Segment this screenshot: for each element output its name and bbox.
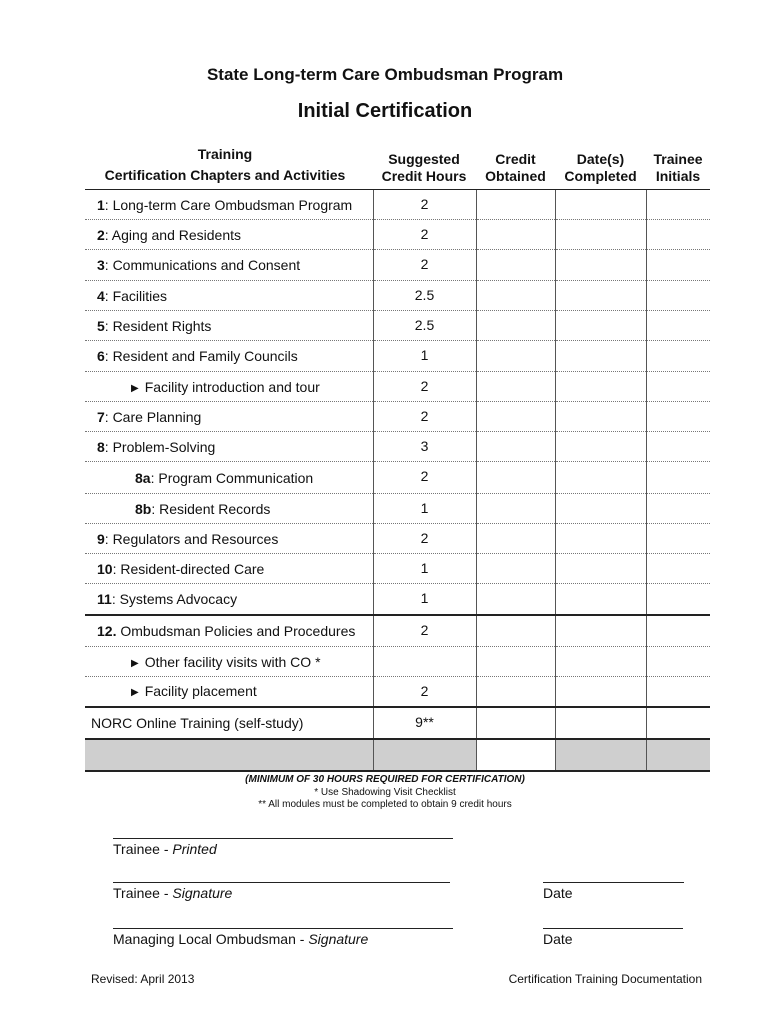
total-suggested-cell: [373, 739, 476, 771]
date-completed-cell[interactable]: [555, 615, 646, 647]
trainee-signature-suffix: Signature: [172, 885, 233, 901]
total-row: [85, 739, 710, 771]
triangle-bullet-icon: ▶: [131, 382, 139, 394]
suggested-hours-cell: 1: [373, 584, 476, 615]
table-row: [85, 220, 710, 250]
credit-obtained-cell[interactable]: [476, 615, 555, 647]
table-row: [85, 494, 710, 524]
manager-signature-suffix: Signature: [308, 931, 369, 947]
date-completed-cell[interactable]: [555, 311, 646, 341]
column-header-suggested-line2: Credit Hours: [381, 168, 467, 184]
column-header-trainee-initials: [646, 151, 710, 185]
chapter-label: : Aging and Residents: [104, 226, 242, 243]
trainee-initials-cell[interactable]: [646, 647, 710, 677]
column-header-initials-line2: Initials: [655, 168, 701, 184]
suggested-hours-cell: 1: [373, 341, 476, 372]
trainee-initials-cell[interactable]: [646, 250, 710, 281]
trainee-initials-cell[interactable]: [646, 554, 710, 584]
activity-name: [85, 647, 373, 677]
trainee-initials-cell[interactable]: [646, 311, 710, 341]
page-title: State Long-term Care Ombudsman Program: [206, 65, 564, 84]
chapter-number: 1: [97, 196, 105, 213]
chapter-name: [85, 584, 373, 615]
chapter-label: : Care Planning: [104, 408, 202, 425]
chapter-label: Ombudsman Policies and Procedures: [116, 622, 356, 639]
suggested-hours-cell: 1: [373, 554, 476, 584]
chapter-label: : Resident and Family Councils: [104, 348, 298, 364]
chapter-label: : Regulators and Resources: [104, 530, 279, 547]
trainee-initials-cell[interactable]: [646, 707, 710, 739]
trainee-initials-cell[interactable]: [646, 584, 710, 615]
suggested-hours-cell: 2: [373, 615, 476, 647]
credit-obtained-cell[interactable]: [476, 584, 555, 615]
credit-obtained-cell[interactable]: [476, 402, 555, 432]
credit-obtained-cell[interactable]: [476, 494, 555, 524]
date-completed-cell[interactable]: [555, 220, 646, 250]
column-header-suggested-hours: [373, 151, 475, 185]
trainee-initials-cell[interactable]: [646, 432, 710, 462]
manager-signature-label: [113, 931, 368, 947]
credit-obtained-cell[interactable]: [476, 341, 555, 372]
chapter-number: 12.: [97, 622, 117, 639]
table-row: [85, 462, 710, 494]
credit-obtained-cell[interactable]: [476, 462, 555, 494]
chapter-name: [85, 462, 373, 494]
chapter-name: [85, 554, 373, 584]
total-dates-cell: [555, 739, 646, 771]
chapter-number: 6: [97, 348, 105, 364]
chapter-label: : Systems Advocacy: [111, 590, 238, 607]
chapter-label: : Communications and Consent: [104, 257, 301, 273]
trainee-initials-cell[interactable]: [646, 677, 710, 707]
table-row: [85, 707, 710, 739]
column-header-dates-line2: Completed: [564, 168, 637, 184]
date-completed-cell[interactable]: [555, 707, 646, 739]
trainee-printed-prefix: Trainee -: [113, 841, 173, 857]
suggested-hours-cell: 2.5: [373, 311, 476, 341]
page-subtitle: Initial Certification: [297, 100, 473, 122]
credit-obtained-cell[interactable]: [476, 311, 555, 341]
credit-obtained-cell[interactable]: [476, 707, 555, 739]
chapter-name: [85, 250, 373, 281]
suggested-hours-cell: 2: [373, 372, 476, 402]
shadowing-footnote: * Use Shadowing Visit Checklist: [314, 787, 456, 798]
table-row: [85, 190, 710, 220]
trainee-initials-cell[interactable]: [646, 524, 710, 554]
trainee-date-label: Date: [543, 885, 573, 901]
suggested-hours-cell: 2: [373, 250, 476, 281]
credit-obtained-cell[interactable]: [476, 281, 555, 311]
column-header-training-line1: Training: [197, 146, 253, 162]
trainee-printed-suffix: Printed: [172, 841, 217, 857]
column-header-training-line2: Certification Chapters and Activities: [104, 167, 346, 183]
manager-signature-line[interactable]: [113, 928, 453, 929]
date-completed-cell[interactable]: [555, 250, 646, 281]
date-completed-cell[interactable]: [555, 554, 646, 584]
activity-name: [85, 372, 373, 402]
table-row: [85, 281, 710, 311]
total-label-cell: [85, 739, 373, 771]
chapter-number: 5: [97, 317, 105, 334]
chapter-name: [85, 311, 373, 341]
table-row: [85, 311, 710, 341]
chapter-name: [85, 615, 373, 647]
column-header-initials-line1: Trainee: [653, 151, 703, 167]
suggested-hours-cell: 3: [373, 432, 476, 462]
trainee-initials-cell[interactable]: [646, 462, 710, 494]
trainee-initials-cell[interactable]: [646, 372, 710, 402]
suggested-hours-cell: 1: [373, 494, 476, 524]
suggested-hours-cell: 2: [373, 190, 476, 220]
column-header-suggested-line1: Suggested: [388, 151, 460, 167]
date-completed-cell[interactable]: [555, 190, 646, 220]
chapter-number: 10: [97, 560, 113, 577]
column-header-training: [80, 146, 370, 184]
table-row: [85, 341, 710, 372]
manager-date-label: Date: [543, 931, 573, 947]
chapter-name: [85, 524, 373, 554]
chapter-name: [85, 281, 373, 311]
suggested-hours-cell: 2: [373, 402, 476, 432]
column-header-dates-completed: [555, 151, 646, 185]
credit-obtained-cell[interactable]: [476, 677, 555, 707]
date-completed-cell[interactable]: [555, 462, 646, 494]
suggested-hours-cell: 2.5: [373, 281, 476, 311]
date-completed-cell[interactable]: [555, 372, 646, 402]
credit-obtained-cell[interactable]: [476, 220, 555, 250]
trainee-initials-cell[interactable]: [646, 190, 710, 220]
chapter-label: : Program Communication: [150, 469, 314, 486]
chapter-name: [85, 190, 373, 220]
column-header-dates-line1: Date(s): [576, 151, 625, 167]
table-row: [85, 524, 710, 554]
activity-label: Other facility visits with CO *: [144, 653, 321, 670]
chapter-label: : Problem-Solving: [104, 438, 216, 455]
triangle-bullet-icon: ▶: [131, 687, 139, 699]
trainee-signature-label: [113, 885, 232, 901]
date-completed-cell[interactable]: [555, 647, 646, 677]
credit-obtained-cell[interactable]: [476, 647, 555, 677]
total-initials-cell: [646, 739, 710, 771]
trainee-signature-prefix: Trainee -: [113, 885, 173, 901]
table-row: [85, 615, 710, 647]
credit-obtained-cell[interactable]: [476, 372, 555, 402]
chapter-name: [85, 341, 373, 372]
chapter-name: [85, 494, 373, 524]
chapter-number: 11: [97, 590, 112, 607]
chapter-number: 9: [97, 530, 105, 547]
date-completed-cell[interactable]: [555, 432, 646, 462]
manager-signature-prefix: Managing Local Ombudsman -: [113, 931, 309, 947]
chapter-number: 4: [97, 287, 105, 304]
revised-date: Revised: April 2013: [91, 972, 195, 986]
table-row: [85, 250, 710, 281]
suggested-hours-cell: 9**: [373, 707, 476, 739]
activity-label: Facility placement: [144, 683, 257, 700]
date-completed-cell[interactable]: [555, 341, 646, 372]
date-completed-cell[interactable]: [555, 584, 646, 615]
credit-obtained-cell[interactable]: [476, 250, 555, 281]
suggested-hours-cell: 2: [373, 677, 476, 707]
column-header-credit-line1: Credit: [495, 151, 536, 167]
chapter-label: : Long-term Care Ombudsman Program: [104, 196, 353, 213]
triangle-bullet-icon: ▶: [131, 657, 139, 669]
modules-footnote: ** All modules must be completed to obtain 9 credit hours: [258, 799, 512, 810]
trainee-printed-line[interactable]: [113, 838, 453, 839]
credit-obtained-cell[interactable]: [476, 432, 555, 462]
chapter-number: 8b: [135, 500, 152, 517]
chapter-label: : Facilities: [104, 287, 168, 304]
document-name: Certification Training Documentation: [508, 972, 702, 986]
table-row: [85, 584, 710, 615]
chapter-number: 8a: [135, 469, 151, 486]
table-row: [85, 402, 710, 432]
credit-obtained-cell[interactable]: [476, 524, 555, 554]
date-completed-cell[interactable]: [555, 281, 646, 311]
chapter-label: : Resident Rights: [104, 317, 212, 334]
table-row: [85, 647, 710, 677]
chapter-number: 3: [97, 257, 105, 273]
activity-name: NORC Online Training (self-study): [85, 707, 373, 739]
trainee-initials-cell[interactable]: [646, 402, 710, 432]
chapter-name: [85, 402, 373, 432]
date-completed-cell[interactable]: [555, 494, 646, 524]
date-completed-cell[interactable]: [555, 677, 646, 707]
trainee-initials-cell[interactable]: [646, 341, 710, 372]
manager-date-line[interactable]: [543, 928, 683, 929]
trainee-initials-cell[interactable]: [646, 494, 710, 524]
date-completed-cell[interactable]: [555, 402, 646, 432]
trainee-printed-label: [113, 841, 217, 857]
column-header-credit-obtained: [476, 151, 555, 185]
chapter-number: 7: [97, 408, 105, 425]
suggested-hours-cell: [373, 647, 476, 677]
table-row: [85, 432, 710, 462]
column-header-credit-line2: Obtained: [485, 168, 546, 184]
trainee-initials-cell[interactable]: [646, 281, 710, 311]
trainee-initials-cell[interactable]: [646, 615, 710, 647]
chapter-number: 2: [97, 226, 105, 243]
trainee-initials-cell[interactable]: [646, 220, 710, 250]
activity-label: Facility introduction and tour: [144, 378, 320, 395]
credit-obtained-cell[interactable]: [476, 190, 555, 220]
suggested-hours-cell: 2: [373, 220, 476, 250]
credit-obtained-cell[interactable]: [476, 554, 555, 584]
trainee-date-line[interactable]: [543, 882, 684, 883]
activity-name: [85, 677, 373, 707]
table-row: [85, 677, 710, 707]
certification-table: [85, 189, 710, 772]
chapter-name: [85, 220, 373, 250]
suggested-hours-cell: 2: [373, 524, 476, 554]
suggested-hours-cell: 2: [373, 462, 476, 494]
minimum-hours-note: (MINIMUM OF 30 HOURS REQUIRED FOR CERTIFICATION): [245, 774, 525, 785]
table-row: [85, 554, 710, 584]
trainee-signature-line[interactable]: [113, 882, 450, 883]
chapter-label: : Resident Records: [151, 500, 271, 517]
total-credit-obtained-cell[interactable]: [476, 739, 555, 771]
table-row: [85, 372, 710, 402]
chapter-name: [85, 432, 373, 462]
date-completed-cell[interactable]: [555, 524, 646, 554]
chapter-label: : Resident-directed Care: [112, 560, 265, 577]
chapter-number: 8: [97, 438, 105, 455]
